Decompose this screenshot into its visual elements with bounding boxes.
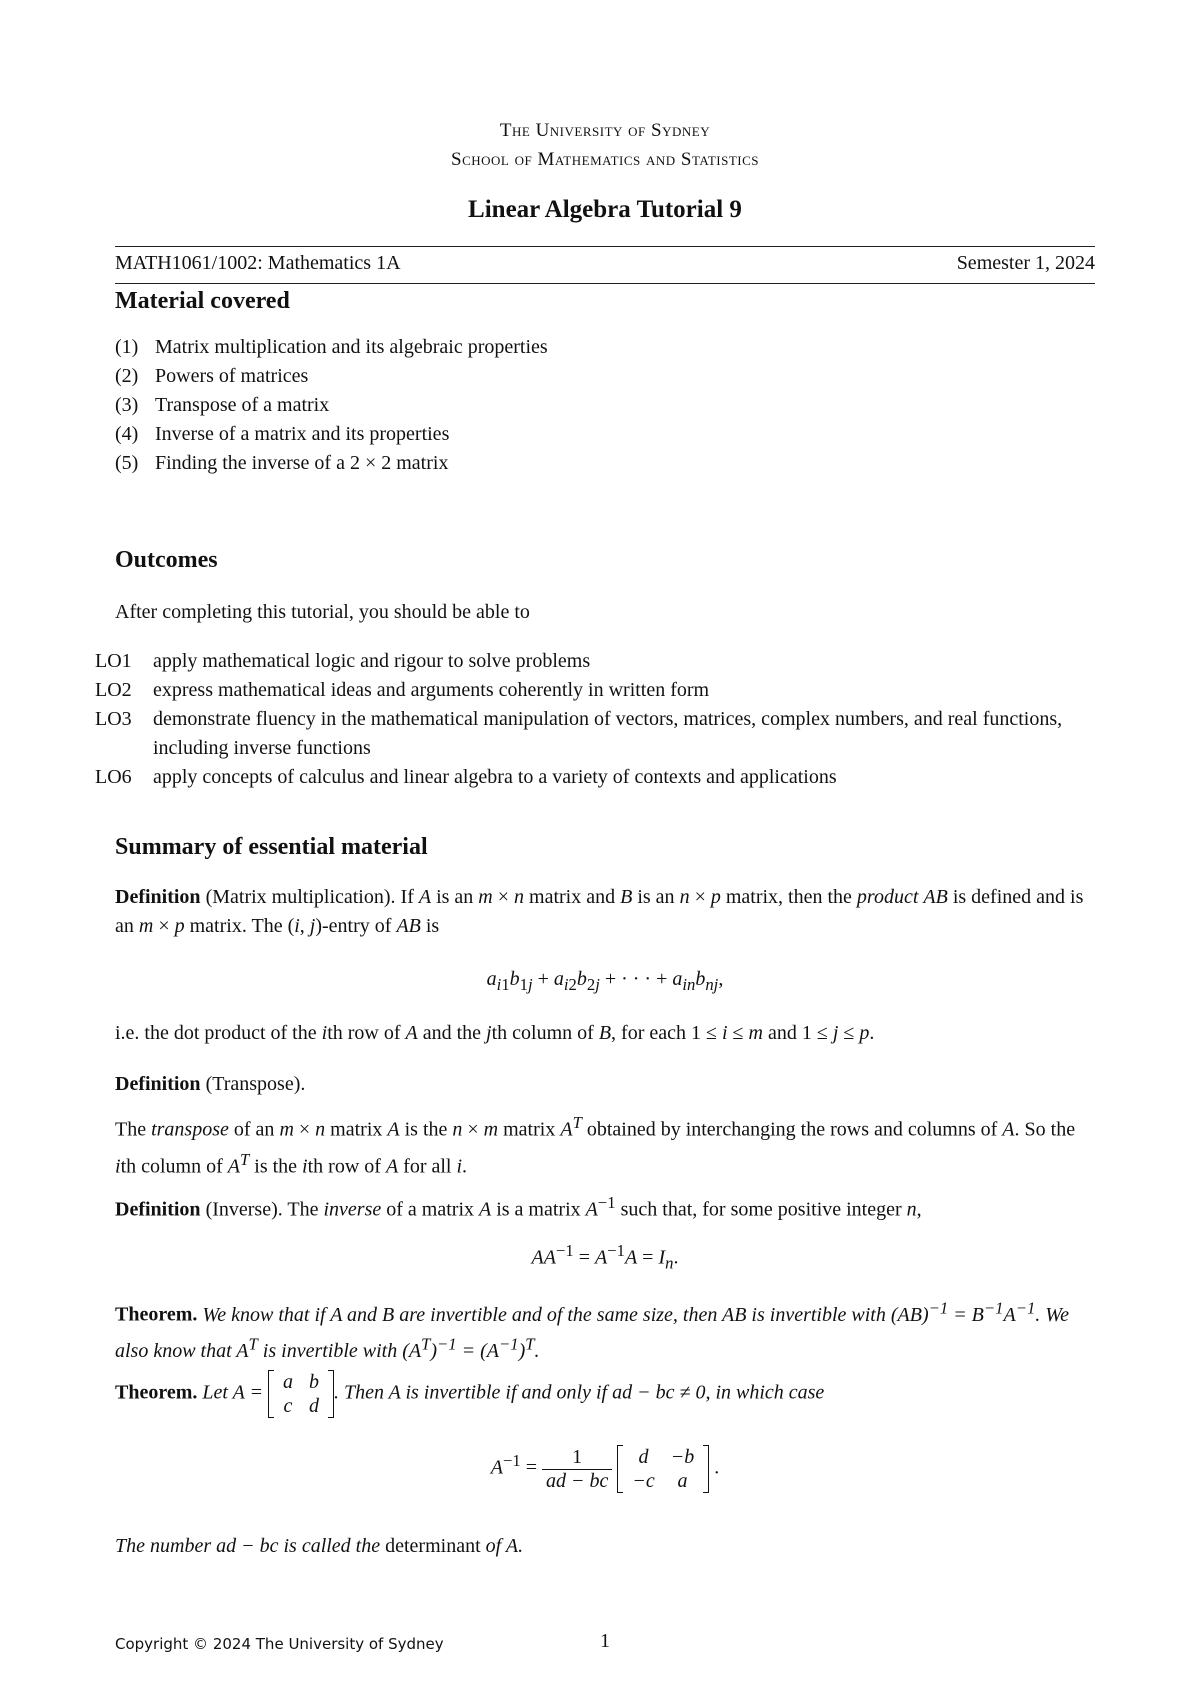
determinant-note: The number ad − bc is called the determinant of A. [115, 1535, 524, 1557]
list-item: (3) Transpose of a matrix [115, 394, 330, 416]
page-number: 1 [600, 1630, 610, 1652]
definition-matrix-multiplication: Definition (Matrix multiplication). If A is an m × n matrix and B is an n × p matrix, then the product AB is defined and is an m × p matrix. The (i, j)-entry of AB is [115, 886, 1084, 937]
semester-label: Semester 1, 2024 [956, 252, 1095, 274]
material-heading: Material covered [115, 288, 290, 314]
theorem-2x2-inverse: Theorem. Let A = a b c d . Then A is invertible if and only if ad − bc ≠ 0, in which case [115, 1371, 825, 1417]
page-title: Linear Algebra Tutorial 9 [468, 196, 742, 223]
list-item: (1) Matrix multiplication and its algebraic properties [115, 336, 548, 358]
university-name: The University of Sydney [499, 120, 711, 141]
outcomes-intro: After completing this tutorial, you should be able to [115, 601, 530, 623]
product-entry-formula: $a_{i1}b_{1j} + a_{i2}b_{2j}$ + · · · + $a_{in}b_{nj}$, [486, 968, 724, 994]
list-item: LO1 apply mathematical logic and rigour to solve problems [95, 650, 591, 672]
definition-inverse: Definition (Inverse). The inverse of a matrix A is a matrix $A^{-1}$ such that, for some positive integer n, [115, 1193, 922, 1221]
list-item: LO3 demonstrate fluency in the mathematical manipulation of vectors, matrices, complex numbers, and real functions, including inverse functions [95, 708, 1063, 759]
inverse-2x2-formula: $A^{-1}$ = $\frac{1}{ad - bc}$ d −b −c a . [490, 1445, 720, 1492]
list-item: (2) Powers of matrices [115, 365, 309, 387]
summary-heading: Summary of essential material [115, 834, 428, 860]
theorem-product-inverse: Theorem. We know that if A and B are invertible and of the same size, then AB is invertible with $(AB)^{-1} = B^{-1}A^{-1}$. We also know that $A^T$ is invertible with $(A^T)^{-1} = (A^{-1})^T$. [115, 1298, 1069, 1363]
copyright-notice: Copyright © 2024 The University of Sydney [115, 1635, 444, 1653]
header-rule-top [115, 246, 1095, 247]
course-code: MATH1061/1002: Mathematics 1A [115, 252, 401, 274]
material-list [115, 333, 548, 478]
list-item: (5) Finding the inverse of a 2 × 2 matrix [115, 452, 449, 474]
matrix-adjugate: d −b −c a [617, 1445, 709, 1493]
dot-product-note: i.e. the dot product of the ith row of A and the jth column of B, for each 1 ≤ i ≤ m and 1 ≤ j ≤ p. [115, 1022, 875, 1044]
definition-transpose-body: The transpose of an m × n matrix A is the n × m matrix $A^T$ obtained by interchanging the rows and columns of A. So the ith column of $A^T$ is the ith row of A for all i. [115, 1113, 1076, 1178]
inverse-formula: $AA^{-1} = A^{-1}A = I_n$. [531, 1241, 679, 1273]
header-rule-bottom [115, 283, 1095, 284]
definition-transpose-title: Definition (Transpose). [115, 1073, 306, 1095]
outcomes-heading: Outcomes [115, 547, 218, 573]
list-item: LO2 express mathematical ideas and arguments coherently in written form [95, 679, 710, 701]
matrix-a: a b c d [268, 1370, 334, 1418]
outcomes-list [95, 647, 1093, 792]
school-name: School of Mathematics and Statistics [451, 149, 759, 170]
list-item: LO6 apply concepts of calculus and linear algebra to a variety of contexts and applications [95, 766, 837, 788]
list-item: (4) Inverse of a matrix and its properties [115, 423, 450, 445]
